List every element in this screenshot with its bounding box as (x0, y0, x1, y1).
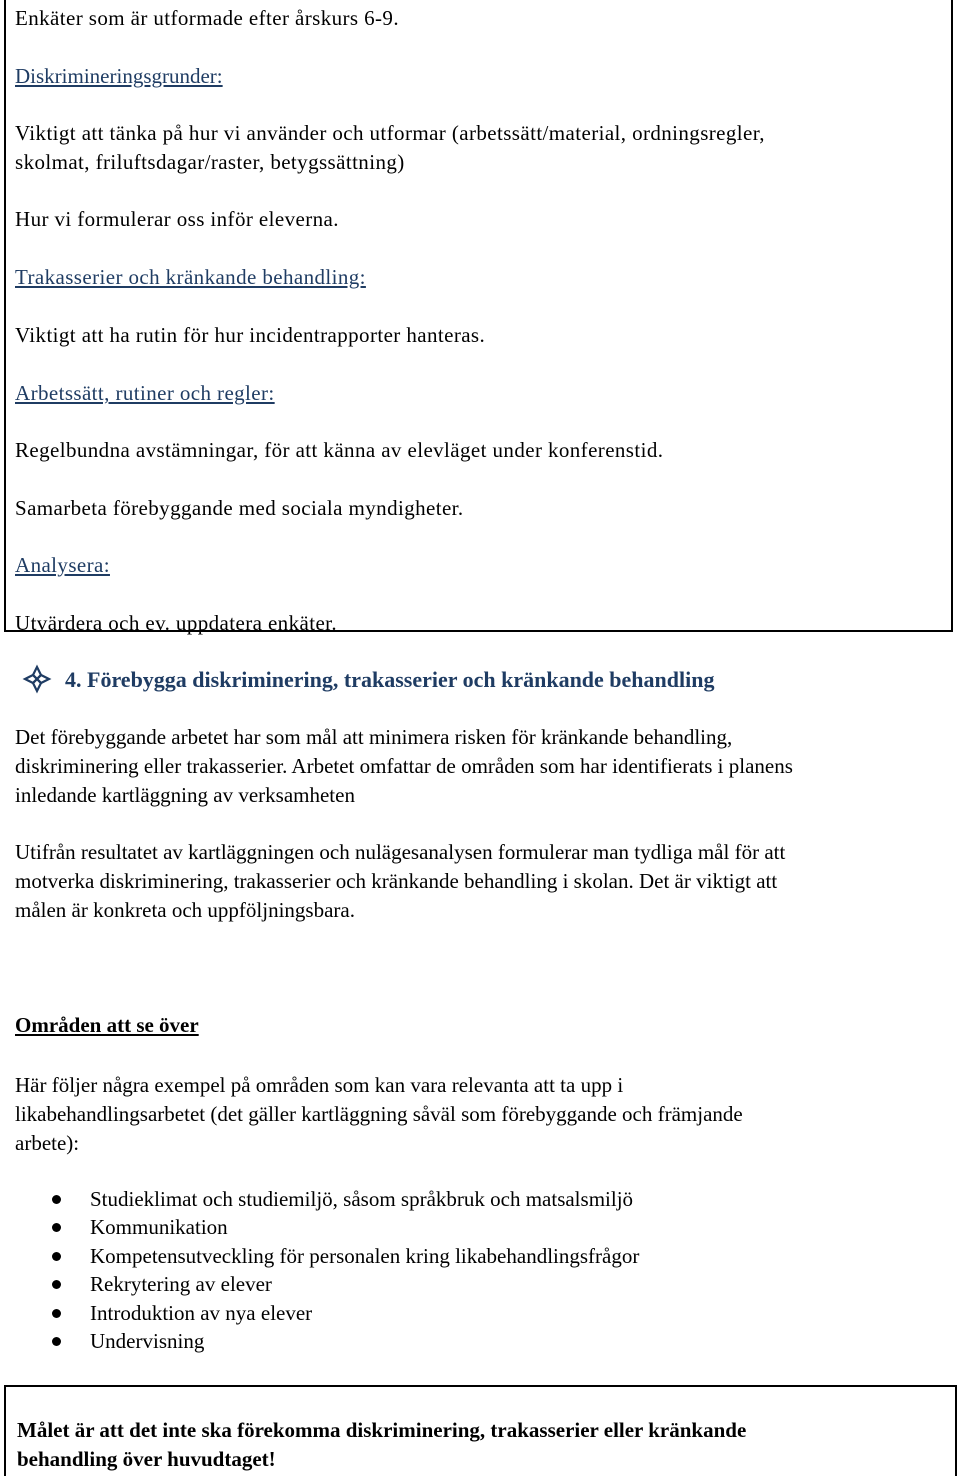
s4-p1-line-3: inledande kartläggning av verksamheten (15, 783, 355, 807)
diamond-bullet-icon (22, 664, 52, 694)
bullet-icon (52, 1337, 61, 1346)
intro-text: Enkäter som är utformade efter årskurs 6-9. (15, 6, 399, 30)
s4-p2-line-3: målen är konkreta och uppföljningsbara. (15, 898, 355, 922)
s4-p2-line-1: Utifrån resultatet av kartläggningen och nulägesanalysen formulerar man tydliga mål för att (15, 840, 786, 864)
list-item: Undervisning (90, 1329, 205, 1353)
disc-heading-label: Diskrimineringsgrunder: (15, 64, 223, 88)
s4-p2-line-2: motverka diskriminering, trakasserier och kränkande behandling i skolan. Det är viktigt att (15, 869, 778, 893)
arb-heading (15, 379, 275, 408)
bullet-icon (52, 1223, 61, 1232)
trak-heading-label: Trakasserier och kränkande behandling: (15, 265, 366, 289)
list-item: Introduktion av nya elever (90, 1301, 313, 1325)
goal-line-1: Målet är att det inte ska förekomma diskriminering, trakasserier eller kränkande (17, 1418, 747, 1442)
disc-line-1: Viktigt att tänka på hur vi använder och utformar (arbetssätt/material, ordningsregler, (15, 121, 765, 145)
areas-intro-line-1: Här följer några exempel på områden som kan vara relevanta att ta upp i (15, 1073, 624, 1097)
bullet-icon (52, 1252, 61, 1261)
trak-line-1: Viktigt att ha rutin för hur incidentrapporter hanteras. (15, 323, 486, 347)
list-item: Studieklimat och studiemiljö, såsom språkbruk och matsalsmiljö (90, 1187, 634, 1211)
arb-line-1: Regelbundna avstämningar, för att känna av elevläget under konferenstid. (15, 438, 664, 462)
disc-line-3: Hur vi formulerar oss inför eleverna. (15, 207, 339, 231)
trak-heading (15, 263, 366, 292)
list-item: Kommunikation (90, 1215, 228, 1239)
bullet-icon (52, 1309, 61, 1318)
s4-p1-line-1: Det förebyggande arbetet har som mål att minimera risken för kränkande behandling, (15, 725, 733, 749)
disc-heading (15, 62, 223, 91)
goal-line-2: behandling över huvudtaget! (17, 1447, 276, 1471)
list-item: Kompetensutveckling för personalen kring likabehandlingsfrågor (90, 1244, 640, 1268)
disc-line-2: skolmat, friluftsdagar/raster, betygssättning) (15, 150, 405, 174)
info-box (4, 0, 953, 632)
arb-line-2: Samarbeta förebyggande med sociala myndigheter. (15, 496, 464, 520)
areas-intro-line-2: likabehandlingsarbetet (det gäller kartläggning såväl som förebyggande och främjande (15, 1102, 743, 1126)
areas-intro-line-3: arbete): (15, 1131, 80, 1155)
anal-heading (15, 551, 110, 580)
list-item: Rekrytering av elever (90, 1272, 272, 1296)
arb-heading-label: Arbetssätt, rutiner och regler: (15, 381, 275, 405)
bullet-icon (52, 1195, 61, 1204)
anal-heading-label: Analysera: (15, 553, 110, 577)
anal-line-1: Utvärdera och ev. uppdatera enkäter. (15, 611, 338, 635)
s4-p1-line-2: diskriminering eller trakasserier. Arbetet omfattar de områden som har identifierats i planens (15, 754, 793, 778)
areas-heading: Områden att se över (15, 1013, 199, 1037)
section-4-heading: 4. Förebygga diskriminering, trakasserier och kränkande behandling (65, 667, 715, 692)
bullet-icon (52, 1280, 61, 1289)
